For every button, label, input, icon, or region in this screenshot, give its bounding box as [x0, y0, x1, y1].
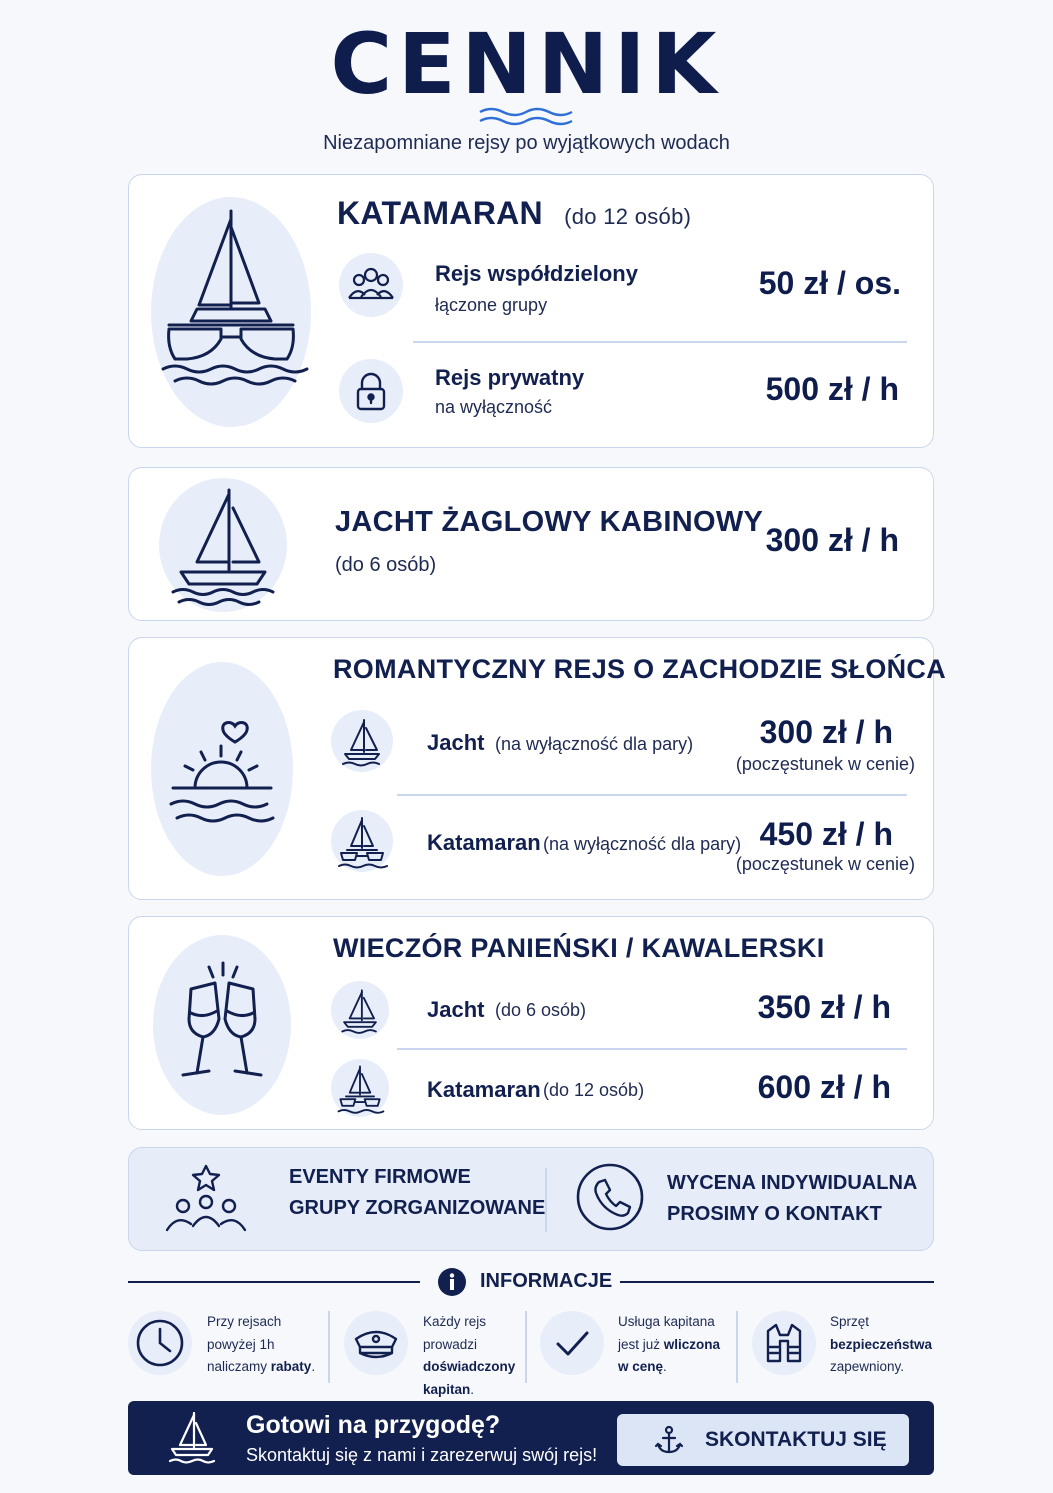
- catamaran-icon-wrap: [331, 810, 393, 872]
- sailboat-icon: [159, 478, 287, 612]
- sailboat-icon: [331, 710, 393, 772]
- info-captain-included: Usługa kapitana jest już wliczona w cenę.: [618, 1314, 721, 1374]
- please-contact: PROSIMY O KONTAKT: [667, 1203, 882, 1225]
- katamaran-card: [128, 174, 934, 448]
- sailboat-icon: [164, 1409, 220, 1469]
- lock-icon: [339, 359, 403, 423]
- contact-button-label[interactable]: SKONTAKTUJ SIĘ: [705, 1428, 887, 1451]
- checkmark-icon: [540, 1311, 604, 1375]
- party-yacht-title: Jacht: [427, 997, 485, 1022]
- info-title: INFORMACJE: [480, 1270, 613, 1292]
- catamaran-icon-wrap: [331, 1059, 389, 1117]
- contact-button[interactable]: [617, 1414, 909, 1466]
- romantic-catamaran-title: Katamaran: [427, 830, 541, 855]
- romantic-yacht-title: Jacht: [427, 730, 485, 755]
- party-catamaran-title: Katamaran: [427, 1077, 541, 1102]
- sailboat-icon-wrap: [331, 710, 393, 772]
- life-vest-icon-wrap: [752, 1311, 816, 1375]
- cta-subtitle: Skontaktuj się z nami i zarezerwuj swój rejs!: [246, 1445, 598, 1465]
- jacht-capacity: (do 6 osób): [335, 554, 437, 576]
- sunset-heart-icon: [151, 662, 293, 876]
- catamaran-icon: [151, 197, 311, 427]
- lock-icon-wrap: [339, 359, 403, 423]
- romantic-catamaran-price-note: (poczęstunek w cenie): [735, 854, 915, 874]
- party-yacht-price: 350 zł / h: [757, 989, 891, 1025]
- life-vest-icon: [752, 1311, 816, 1375]
- info-icon: [437, 1267, 467, 1297]
- divider: [545, 1168, 547, 1232]
- divider: [736, 1311, 738, 1383]
- clock-icon-wrap: [128, 1311, 192, 1375]
- divider: [525, 1311, 527, 1383]
- katamaran-capacity: (do 12 osób): [564, 204, 692, 229]
- divider: [397, 1048, 907, 1050]
- romantic-card: [128, 637, 947, 900]
- divider: [620, 1281, 934, 1283]
- romantic-yacht-price-note: (poczęstunek w cenie): [735, 754, 915, 774]
- captain-hat-icon-wrap: [344, 1311, 408, 1375]
- party-heading: WIECZÓR PANIEŃSKI / KAWALERSKI: [333, 933, 825, 963]
- individual-quote: WYCENA INDYWIDUALNA: [667, 1172, 918, 1194]
- captain-hat-icon: [344, 1311, 408, 1375]
- romantic-catamaran-note: (na wyłączność dla pary): [543, 834, 742, 854]
- shared-cruise-subtitle: łączone grupy: [435, 295, 548, 315]
- romantic-yacht-price: 300 zł / h: [759, 714, 893, 750]
- page-title: CENNIK: [330, 15, 723, 113]
- party-catamaran-note: (do 12 osób): [543, 1080, 645, 1100]
- divider: [128, 1281, 420, 1283]
- katamaran-heading: KATAMARAN: [337, 195, 543, 231]
- divider: [328, 1311, 330, 1383]
- romantic-catamaran-price: 450 zł / h: [759, 816, 893, 852]
- jacht-price: 300 zł / h: [765, 522, 899, 558]
- cta-title: Gotowi na przygodę?: [246, 1411, 501, 1439]
- group-icon-wrap: [339, 253, 403, 317]
- private-cruise-price: 500 zł / h: [765, 371, 899, 407]
- page-subtitle: Niezapomniane rejsy po wyjątkowych wodach: [323, 132, 730, 154]
- party-yacht-note: (do 6 osób): [495, 1000, 587, 1020]
- group-icon: [339, 253, 403, 317]
- shared-cruise-price: 50 zł / os.: [758, 265, 901, 301]
- info-safety: Sprzęt bezpieczeństwa zapewniony.: [830, 1314, 933, 1374]
- anchor-icon: [653, 1424, 685, 1456]
- romantic-heading: ROMANTYCZNY REJS O ZACHODZIE SŁOŃCA: [333, 654, 947, 684]
- divider: [397, 794, 907, 796]
- jacht-heading: JACHT ŻAGLOWY KABINOWY: [335, 506, 764, 538]
- cta-banner: [128, 1401, 934, 1475]
- events-groups: GRUPY ZORGANIZOWANE: [289, 1197, 546, 1219]
- info-captain: Każdy rejs prowadzi doświadczony kapitan.: [423, 1314, 516, 1397]
- catamaran-icon: [331, 1059, 389, 1117]
- events-corporate: EVENTY FIRMOWE: [289, 1166, 471, 1188]
- private-cruise-subtitle: na wyłączność: [435, 397, 553, 417]
- phone-icon[interactable]: [575, 1162, 645, 1232]
- team-star-icon: [159, 1160, 253, 1240]
- jacht-card: [128, 467, 934, 621]
- party-catamaran-price: 600 zł / h: [757, 1069, 891, 1105]
- catamaran-icon: [331, 810, 393, 872]
- info-discounts: Przy rejsach powyżej 1h naliczamy rabaty.: [207, 1314, 316, 1374]
- sailboat-icon-wrap: [331, 981, 389, 1039]
- private-cruise-title: Rejs prywatny: [435, 365, 585, 390]
- party-card: [128, 916, 934, 1130]
- checkmark-icon-wrap: [540, 1311, 604, 1375]
- romantic-yacht-note: (na wyłączność dla pary): [495, 734, 694, 754]
- waves-icon: [478, 106, 574, 128]
- divider: [413, 341, 907, 343]
- sailboat-icon: [331, 981, 389, 1039]
- shared-cruise-title: Rejs współdzielony: [435, 261, 638, 286]
- events-band: [128, 1147, 934, 1251]
- champagne-glasses-icon: [153, 935, 291, 1115]
- clock-icon: [128, 1311, 192, 1375]
